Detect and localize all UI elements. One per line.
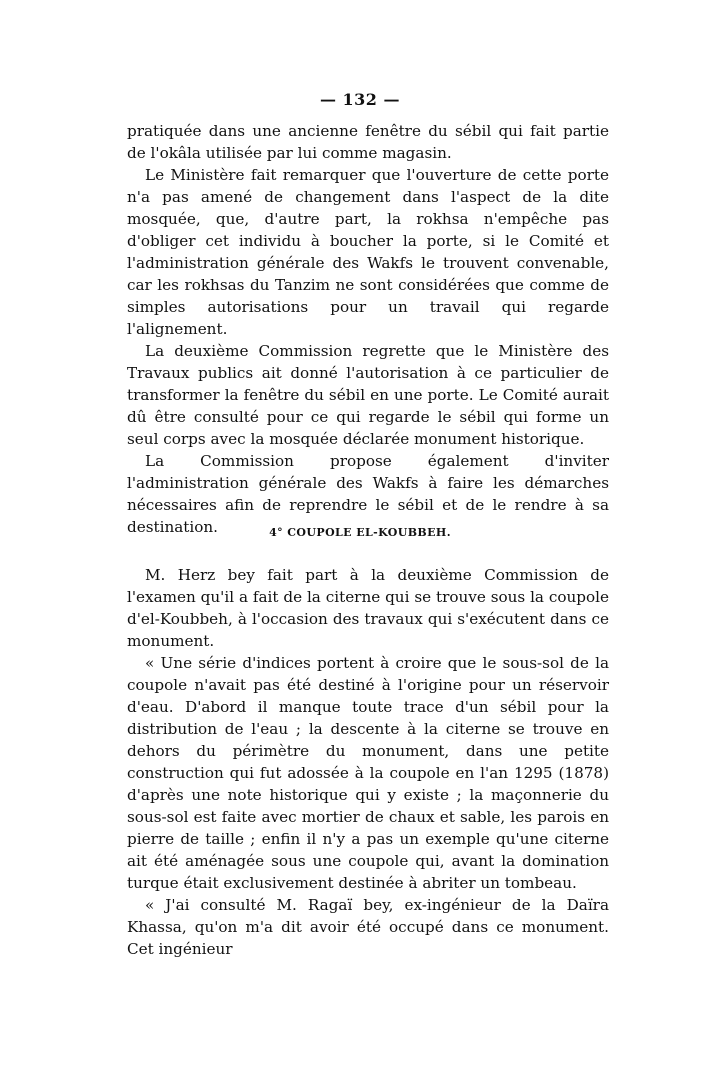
paragraph: M. Herz bey fait part à la deuxième Commission de l'examen qu'il a fait de la citerne qui se trouve sous la coupole d'el-Koubbeh, à l'occasion des travaux qui s'exécutent dans ce monument. — [127, 566, 609, 650]
page-number: — 132 — — [319, 90, 401, 109]
paragraph: « J'ai consulté M. Ragaï bey, ex-ingénieur de la Daïra Khassa, qu'on m'a dit avoir été occupé dans ce monument. Cet ingénieur — [127, 896, 609, 958]
paragraph: « Une série d'indices portent à croire que le sous-sol de la coupole n'avait pas été destiné à l'origine pour un réservoir d'eau. D'abord il manque toute trace d'un sébil pour la distribution de l'eau ; la descente à la citerne se trouve en dehors du périmètre du monument, dans une petite construction qui fut adossée à la coupole en l'an 1295 (1878) d'après une note historique qui y existe ; la maçonnerie du sous-sol est faite avec mortier de chaux et sable, les parois en pierre de taille ; enfin il n'y a pas un exemple qu'une citerne ait été aménagée sous une coupole qui, avant la domination turque était exclusivement destinée à abriter un tombeau. — [127, 654, 609, 892]
text-block-koubbeh — [127, 564, 609, 960]
paragraph: La Commission propose également d'inviter l'administration générale des Wakfs à faire les démarches nécessaires afin de reprendre le sébil et de le rendre à sa destination. — [127, 452, 609, 536]
paragraph: Le Ministère fait remarquer que l'ouverture de cette porte n'a pas amené de changement dans l'aspect de la dite mosquée, que, d'autre part, la rokhsa n'empêche pas d'obliger cet individu à boucher la porte, si le Comité et l'administration générale des Wakfs le trouvent convenable, car les rokhsas du Tanzim ne sont considérées que comme de simples autorisations pour un travail qui regarde l'alignement. — [127, 166, 609, 338]
paragraph: La deuxième Commission regrette que le Ministère des Travaux publics ait donné l'autorisation à ce particulier de transformer la fenêtre du sébil en une porte. Le Comité aurait dû être consulté pour ce qui regarde le sébil qui forme un seul corps avec la mosquée déclarée monument historique. — [127, 342, 609, 448]
section-heading: 4° COUPOLE EL-KOUBBEH. — [269, 526, 451, 539]
text-block-sebil — [127, 120, 609, 538]
paragraph-continuation: pratiquée dans une ancienne fenêtre du sébil qui fait partie de l'okâla utilisée par lui comme magasin. — [127, 122, 609, 162]
